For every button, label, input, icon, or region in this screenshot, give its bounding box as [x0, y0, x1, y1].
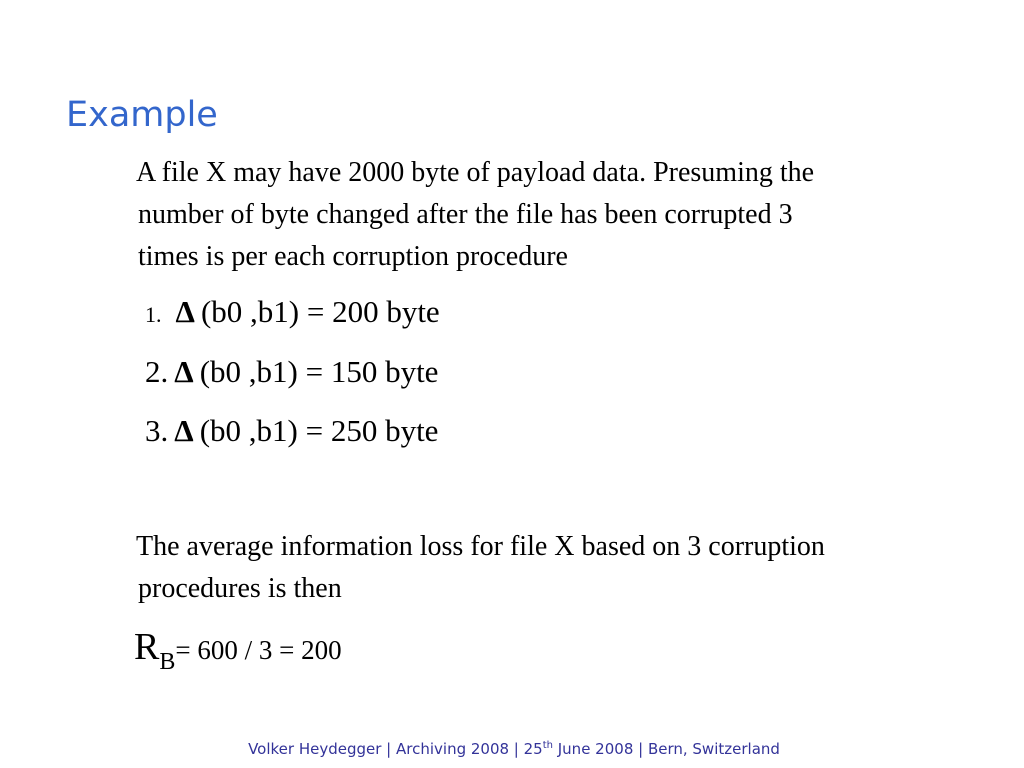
footer-author: Volker Heydegger | Archiving 2008 | 25 [248, 740, 543, 758]
formula-symbol: R [134, 626, 160, 668]
list-item-number: 1. [145, 302, 162, 327]
intro-paragraph [116, 152, 996, 278]
list-item-expression: (b0 ,b1) = 250 byte [199, 413, 439, 448]
delta-symbol: Δ [175, 294, 195, 329]
footer-date-suffix: th [542, 740, 553, 751]
conclusion-line-1: The average information loss for file X based on 3 corruption [136, 531, 825, 562]
list-item-expression: (b0 ,b1) = 200 byte [200, 294, 440, 329]
intro-line-1: A file X may have 2000 byte of payload data. Presuming the [136, 157, 815, 188]
result-formula [134, 622, 342, 687]
slide-title: Example [66, 95, 218, 135]
list-item [145, 352, 438, 392]
list-item [145, 411, 438, 451]
list-item-expression: (b0 ,b1) = 150 byte [199, 354, 439, 389]
footer-location: June 2008 | Bern, Switzerland [552, 740, 780, 758]
formula-subscript: B [159, 649, 176, 675]
intro-line-2: number of byte changed after the file has been corrupted 3 [138, 199, 793, 230]
slide-footer [0, 740, 1024, 758]
intro-line-3: times is per each corruption procedure [138, 241, 568, 272]
delta-symbol: Δ [174, 354, 194, 389]
delta-symbol: Δ [174, 413, 194, 448]
list-item-number: 2. [145, 354, 169, 389]
conclusion-paragraph [116, 526, 996, 610]
conclusion-line-2: procedures is then [138, 573, 342, 604]
formula-expression: = 600 / 3 = 200 [175, 635, 342, 665]
list-item-number: 3. [145, 413, 169, 448]
list-item [145, 292, 440, 335]
